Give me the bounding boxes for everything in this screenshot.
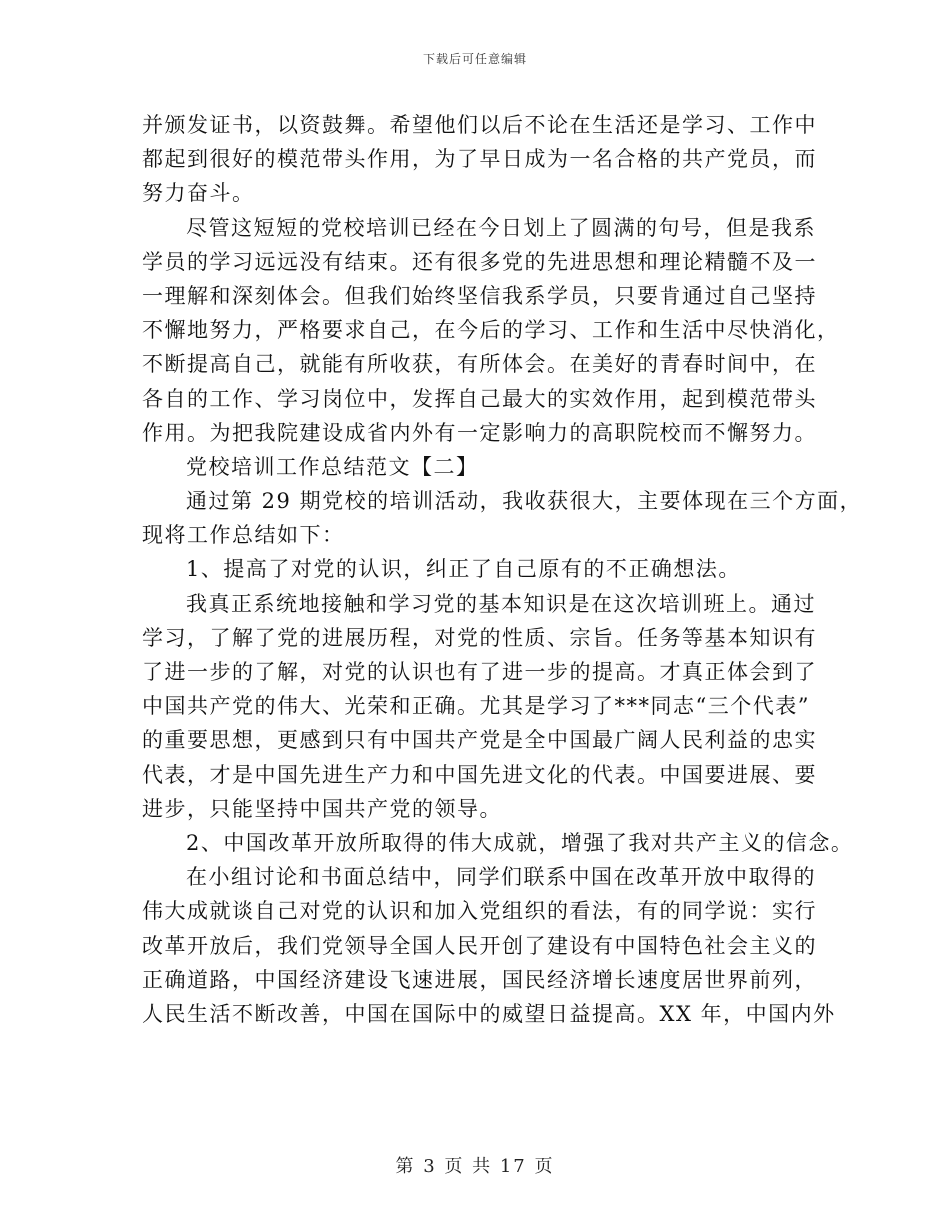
text-line: 作用。为把我院建设成省内外有一定影响力的高职院校而不懈努力。 <box>142 420 817 445</box>
text-line: 学习，了解了党的进展历程，对党的性质、宗旨。任务等基本知识有 <box>142 625 817 650</box>
document-body <box>142 108 863 1031</box>
text-line: 都起到很好的模范带头作用，为了早日成为一名合格的共产党员，而 <box>142 147 817 172</box>
text-line: 努力奋斗。 <box>142 181 255 206</box>
text-line: 中国共产党的伟大、光荣和正确。尤其是学习了***同志“三个代表” <box>142 694 810 719</box>
text-line: 改革开放后，我们党领导全国人民开创了建设有中国特色社会主义的 <box>142 933 817 958</box>
text-line: 进步，只能坚持中国共产党的领导。 <box>142 796 502 821</box>
numbered-point: 1、提高了对党的认识，纠正了自己原有的不正确想法。 <box>186 557 741 582</box>
text-line: 伟大成就谈自己对党的认识和加入党组织的看法，有的同学说：实行 <box>142 899 817 924</box>
text-line: 各自的工作、学习岗位中，发挥自己最大的实效作用，起到模范带头 <box>142 386 817 411</box>
text-line: 并颁发证书，以资鼓舞。希望他们以后不论在生活还是学习、工作中 <box>142 113 817 137</box>
page-number: 第 3 页 共 17 页 <box>395 1156 555 1177</box>
paragraph-start: 通过第 29 期党校的培训活动，我收获很大，主要体现在三个方面， <box>186 489 863 514</box>
text-line: 一理解和深刻体会。但我们始终坚信我系学员，只要肯通过自己坚持 <box>142 283 817 308</box>
paragraph-start: 尽管这短短的党校培训已经在今日划上了圆满的句号，但是我系 <box>186 215 816 240</box>
text-line: 的重要思想，更感到只有中国共产党是全中国最广阔人民利益的忠实 <box>142 728 817 753</box>
text-line: 人民生活不断改善，中国在国际中的威望日益提高。XX 年，中国内外 <box>142 1001 836 1026</box>
text-line: 代表，才是中国先进生产力和中国先进文化的代表。中国要进展、要 <box>142 762 817 787</box>
paragraph-start: 我真正系统地接触和学习党的基本知识是在这次培训班上。通过 <box>186 591 816 616</box>
text-line: 现将工作总结如下： <box>142 523 345 548</box>
text-line: 了进一步的了解，对党的认识也有了进一步的提高。才真正体会到了 <box>142 660 817 684</box>
paragraph-start: 在小组讨论和书面总结中，同学们联系中国在改革开放中取得的 <box>186 865 816 890</box>
text-line: 不懈地努力，严格要求自己，在今后的学习、工作和生活中尽快消化， <box>142 318 840 343</box>
text-line: 正确道路，中国经济建设飞速进展，国民经济增长速度居世界前列， <box>142 967 817 992</box>
text-line: 不断提高自己，就能有所收获，有所体会。在美好的青春时间中，在 <box>142 352 817 377</box>
numbered-point: 2、中国改革开放所取得的伟大成就，增强了我对共产主义的信念。 <box>186 830 854 855</box>
text-line: 学员的学习远远没有结束。还有很多党的先进思想和理论精髓不及一 <box>142 249 817 274</box>
page-header: 下载后可任意编辑 <box>422 52 527 66</box>
section-heading: 党校培训工作总结范文【二】 <box>186 454 479 479</box>
